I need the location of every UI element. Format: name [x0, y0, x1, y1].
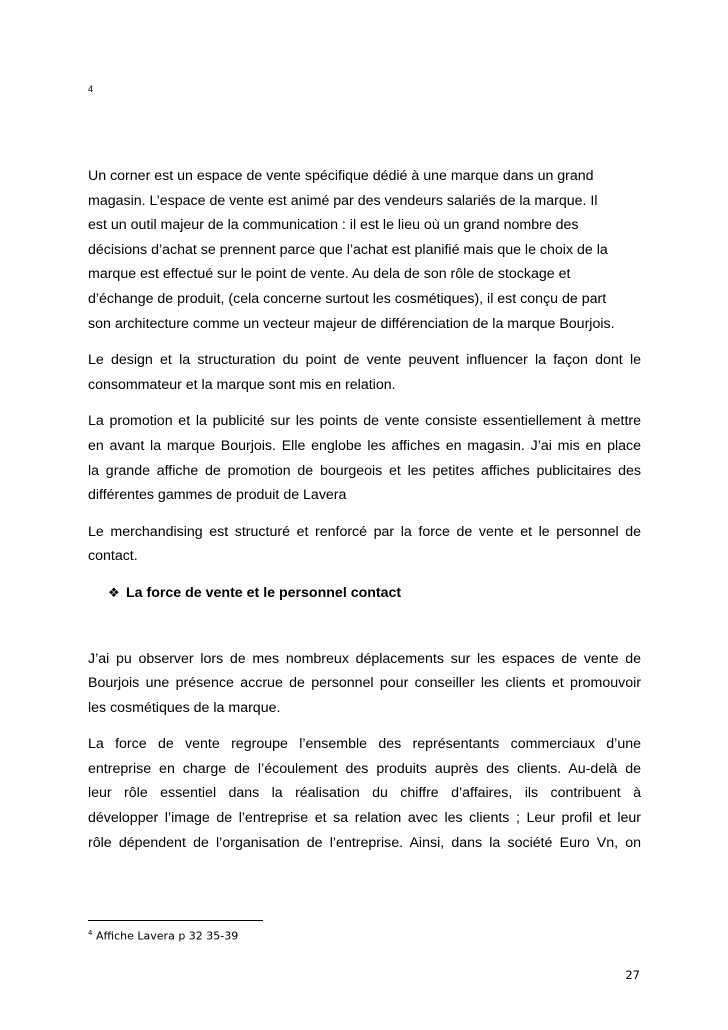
text-line: La force de vente regroupe l’ensemble des représentants commerciaux d’une	[88, 736, 641, 753]
text-line: est un outil majeur de la communication : il est le lieu où un grand nombre des	[88, 217, 579, 234]
paragraph-corner	[88, 164, 641, 336]
text-line: leur rôle essentiel dans la réalisation du chiffre d’affaires, ils contribuent à	[88, 785, 641, 802]
text-line: Bourjois une présence accrue de personnel pour conseiller les clients et promouvoir	[88, 675, 641, 692]
text-line: Le merchandising est structuré et renforcé par la force de vente et le personnel de	[88, 523, 641, 540]
text-line: la grande affiche de promotion de bourgeois et les petites affiches publicitaires des	[88, 462, 641, 479]
text-line: consommateur et la marque sont mis en relation.	[88, 376, 396, 393]
page-number: 27	[625, 968, 640, 982]
document-body	[88, 164, 641, 867]
text-line: différentes gammes de produit de Lavera	[88, 487, 347, 504]
text-line: les cosmétiques de la marque.	[88, 699, 281, 716]
text-line: marque est effectué sur le point de vente. Au dela de son rôle de stockage et	[88, 266, 571, 283]
paragraph-force-de-vente	[88, 732, 641, 855]
footnote-text: Affiche Lavera p 32 35-39	[95, 929, 239, 943]
footnote-separator	[88, 920, 263, 921]
text-line: son architecture comme un vecteur majeur de différenciation de la marque Bourjois.	[88, 315, 615, 332]
text-line: en avant la marque Bourjois. Elle englobe les affiches en magasin. J’ai mis en place	[88, 437, 641, 454]
paragraph-merchandising	[88, 520, 641, 569]
text-line: contact.	[88, 548, 138, 565]
text-line: décisions d’achat se prennent parce que l’achat est planifié mais que le choix de la	[88, 241, 608, 258]
text-line: La promotion et la publicité sur les points de vente consiste essentiellement à mettre	[88, 413, 641, 430]
text-line: d’échange de produit, (cela concerne surtout les cosmétiques), il est conçu de part	[88, 290, 607, 307]
text-line: magasin. L’espace de vente est animé par des vendeurs salariés de la marque. Il	[88, 192, 598, 209]
section-heading	[88, 581, 641, 606]
footnote	[88, 929, 238, 943]
text-line: développer l’image de l’entreprise et sa relation avec les clients ; Leur profil et leur	[88, 810, 641, 827]
paragraph-design	[88, 348, 641, 397]
text-line: entreprise en charge de l’écoulement des produits auprès des clients. Au-delà de	[88, 760, 641, 777]
footnote-reference-mark: 4	[88, 84, 94, 94]
text-line: rôle dépendent de l’organisation de l’entreprise. Ainsi, dans la société Euro Vn, on	[88, 834, 641, 851]
paragraph-promotion	[88, 409, 641, 507]
text-line: Le design et la structuration du point de vente peuvent influencer la façon dont le	[88, 352, 641, 369]
text-line: Un corner est un espace de vente spécifique dédié à une marque dans un grand	[88, 168, 594, 184]
section-heading-text: La force de vente et le personnel contact	[126, 584, 402, 601]
diamond-bullet-icon: ❖	[108, 584, 120, 600]
text-line: J’ai pu observer lors de mes nombreux déplacements sur les espaces de vente de	[88, 650, 641, 667]
paragraph-observation	[88, 647, 641, 721]
footnote-number: 4	[88, 929, 93, 937]
